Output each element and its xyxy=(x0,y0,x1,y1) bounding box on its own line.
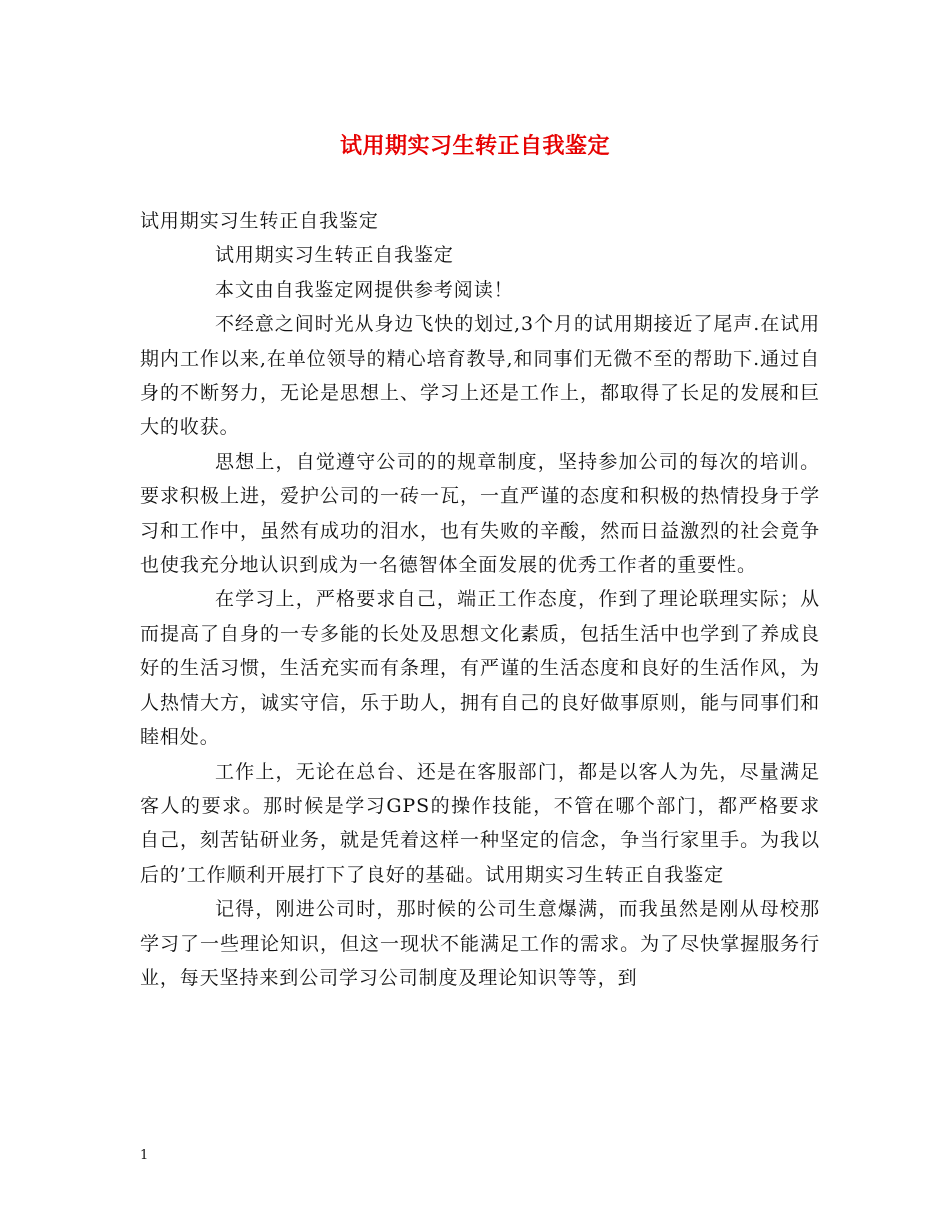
document-title: 试用期实习生转正自我鉴定 xyxy=(339,134,610,159)
document-body xyxy=(140,204,820,995)
paragraph: 试用期实习生转正自我鉴定 xyxy=(215,244,454,267)
paragraph: 不经意之间时光从身边飞快的划过,3个月的试用期接近了尾声.在试用期内工作以来,在单位领导的精心培育教导,和同事们无微不至的帮助下.通过自身的不断努力，无论是思想上、学习上还是工作上，都取得了长足的发展和巨大的收获。 xyxy=(140,313,820,439)
paragraph-heading: 试用期实习生转正自我鉴定 xyxy=(140,210,379,232)
paragraph: 工作上，无论在总台、还是在客服部门，都是以客人为先，尽量满足客人的要求。那时候是学习GPS的操作技能，不管在哪个部门，都严格要求自己，刻苦钻研业务，就是凭着这样一种坚定的信念，争当行家里手。为我以后的’工作顺利开展打下了良好的基础。试用期实习生转正自我鉴定 xyxy=(140,760,820,886)
paragraph: 记得，刚进公司时，那时候的公司生意爆满，而我虽然是刚从母校那学习了一些理论知识，但这一现状不能满足工作的需求。为了尽快掌握服务行业，每天坚持来到公司学习公司制度及理论知识等等，到 xyxy=(140,898,820,989)
paragraph: 思想上，自觉遵守公司的的规章制度，坚持参加公司的每次的培训。要求积极上进，爱护公司的一砖一瓦，一直严谨的态度和积极的热情投身于学习和工作中，虽然有成功的泪水，也有失败的辛酸，然而日益激烈的社会竟争也使我充分地认识到成为一名德智体全面发展的优秀工作者的重要性。 xyxy=(140,450,820,577)
page-number: 1 xyxy=(140,1148,149,1163)
paragraph: 在学习上，严格要求自己，端正工作态度，作到了理论联理实际；从而提高了自身的一专多能的长处及思想文化素质，包括生活中也学到了养成良好的生活习惯，生活充实而有条理，有严谨的生活态度和良好的生活作风，为人热情大方，诚实守信，乐于助人，拥有自己的良好做事原则，能与同事们和睦相处。 xyxy=(140,588,820,749)
paragraph: 本文由自我鉴定网提供参考阅读！ xyxy=(215,278,514,301)
